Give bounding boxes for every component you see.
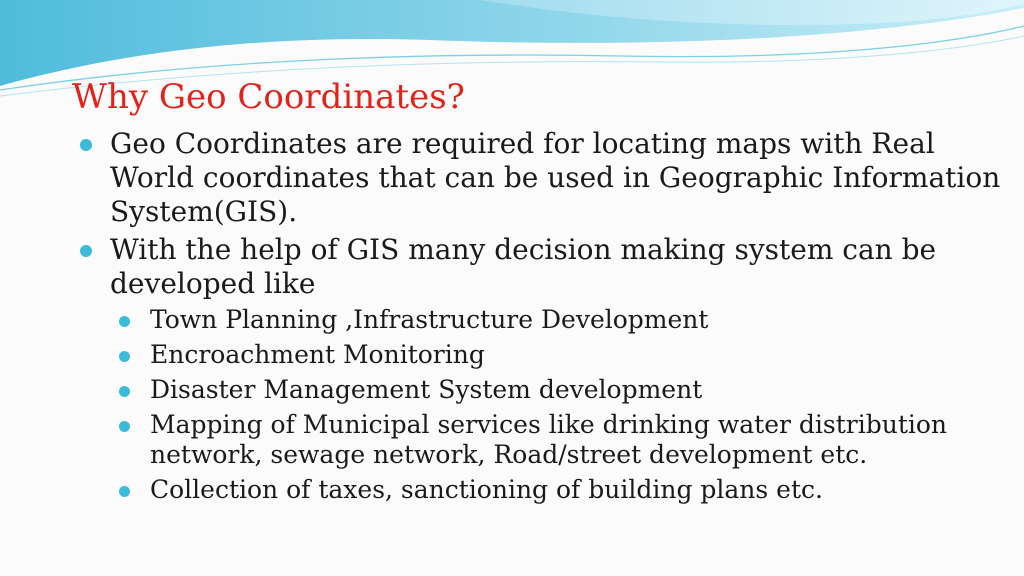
bullet-dot-icon: [119, 421, 130, 432]
sub-bullet-item: [112, 410, 1002, 470]
sub-bullet-item: [112, 305, 1002, 335]
bullet-item: [72, 233, 1002, 301]
bullet-dot-icon: [119, 486, 130, 497]
sub-bullet-text: Town Planning ,Infrastructure Development: [150, 305, 709, 334]
bullet-text: With the help of GIS many decision making system can be developed like: [110, 233, 937, 300]
sub-bullet-text: Mapping of Municipal services like drinking water distribution network, sewage network, Road/street development etc.: [150, 410, 948, 469]
slide-title: Why Geo Coordinates?: [72, 77, 465, 117]
bullet-list: [72, 127, 1002, 510]
bullet-dot-icon: [80, 245, 92, 257]
bullet-dot-icon: [119, 316, 130, 327]
sub-bullet-text: Collection of taxes, sanctioning of building plans etc.: [150, 475, 823, 504]
bullet-text: Geo Coordinates are required for locating maps with Real World coordinates that can be used in Geographic Information System(GIS).: [110, 127, 1001, 228]
bullet-dot-icon: [119, 351, 130, 362]
sub-bullet-item: [112, 340, 1002, 370]
bullet-dot-icon: [80, 139, 92, 151]
sub-bullet-text: Encroachment Monitoring: [150, 340, 485, 369]
bullet-dot-icon: [119, 386, 130, 397]
sub-bullet-text: Disaster Management System development: [150, 375, 703, 404]
sub-bullet-item: [112, 475, 1002, 505]
sub-bullet-item: [112, 375, 1002, 405]
bullet-item: [72, 127, 1002, 229]
